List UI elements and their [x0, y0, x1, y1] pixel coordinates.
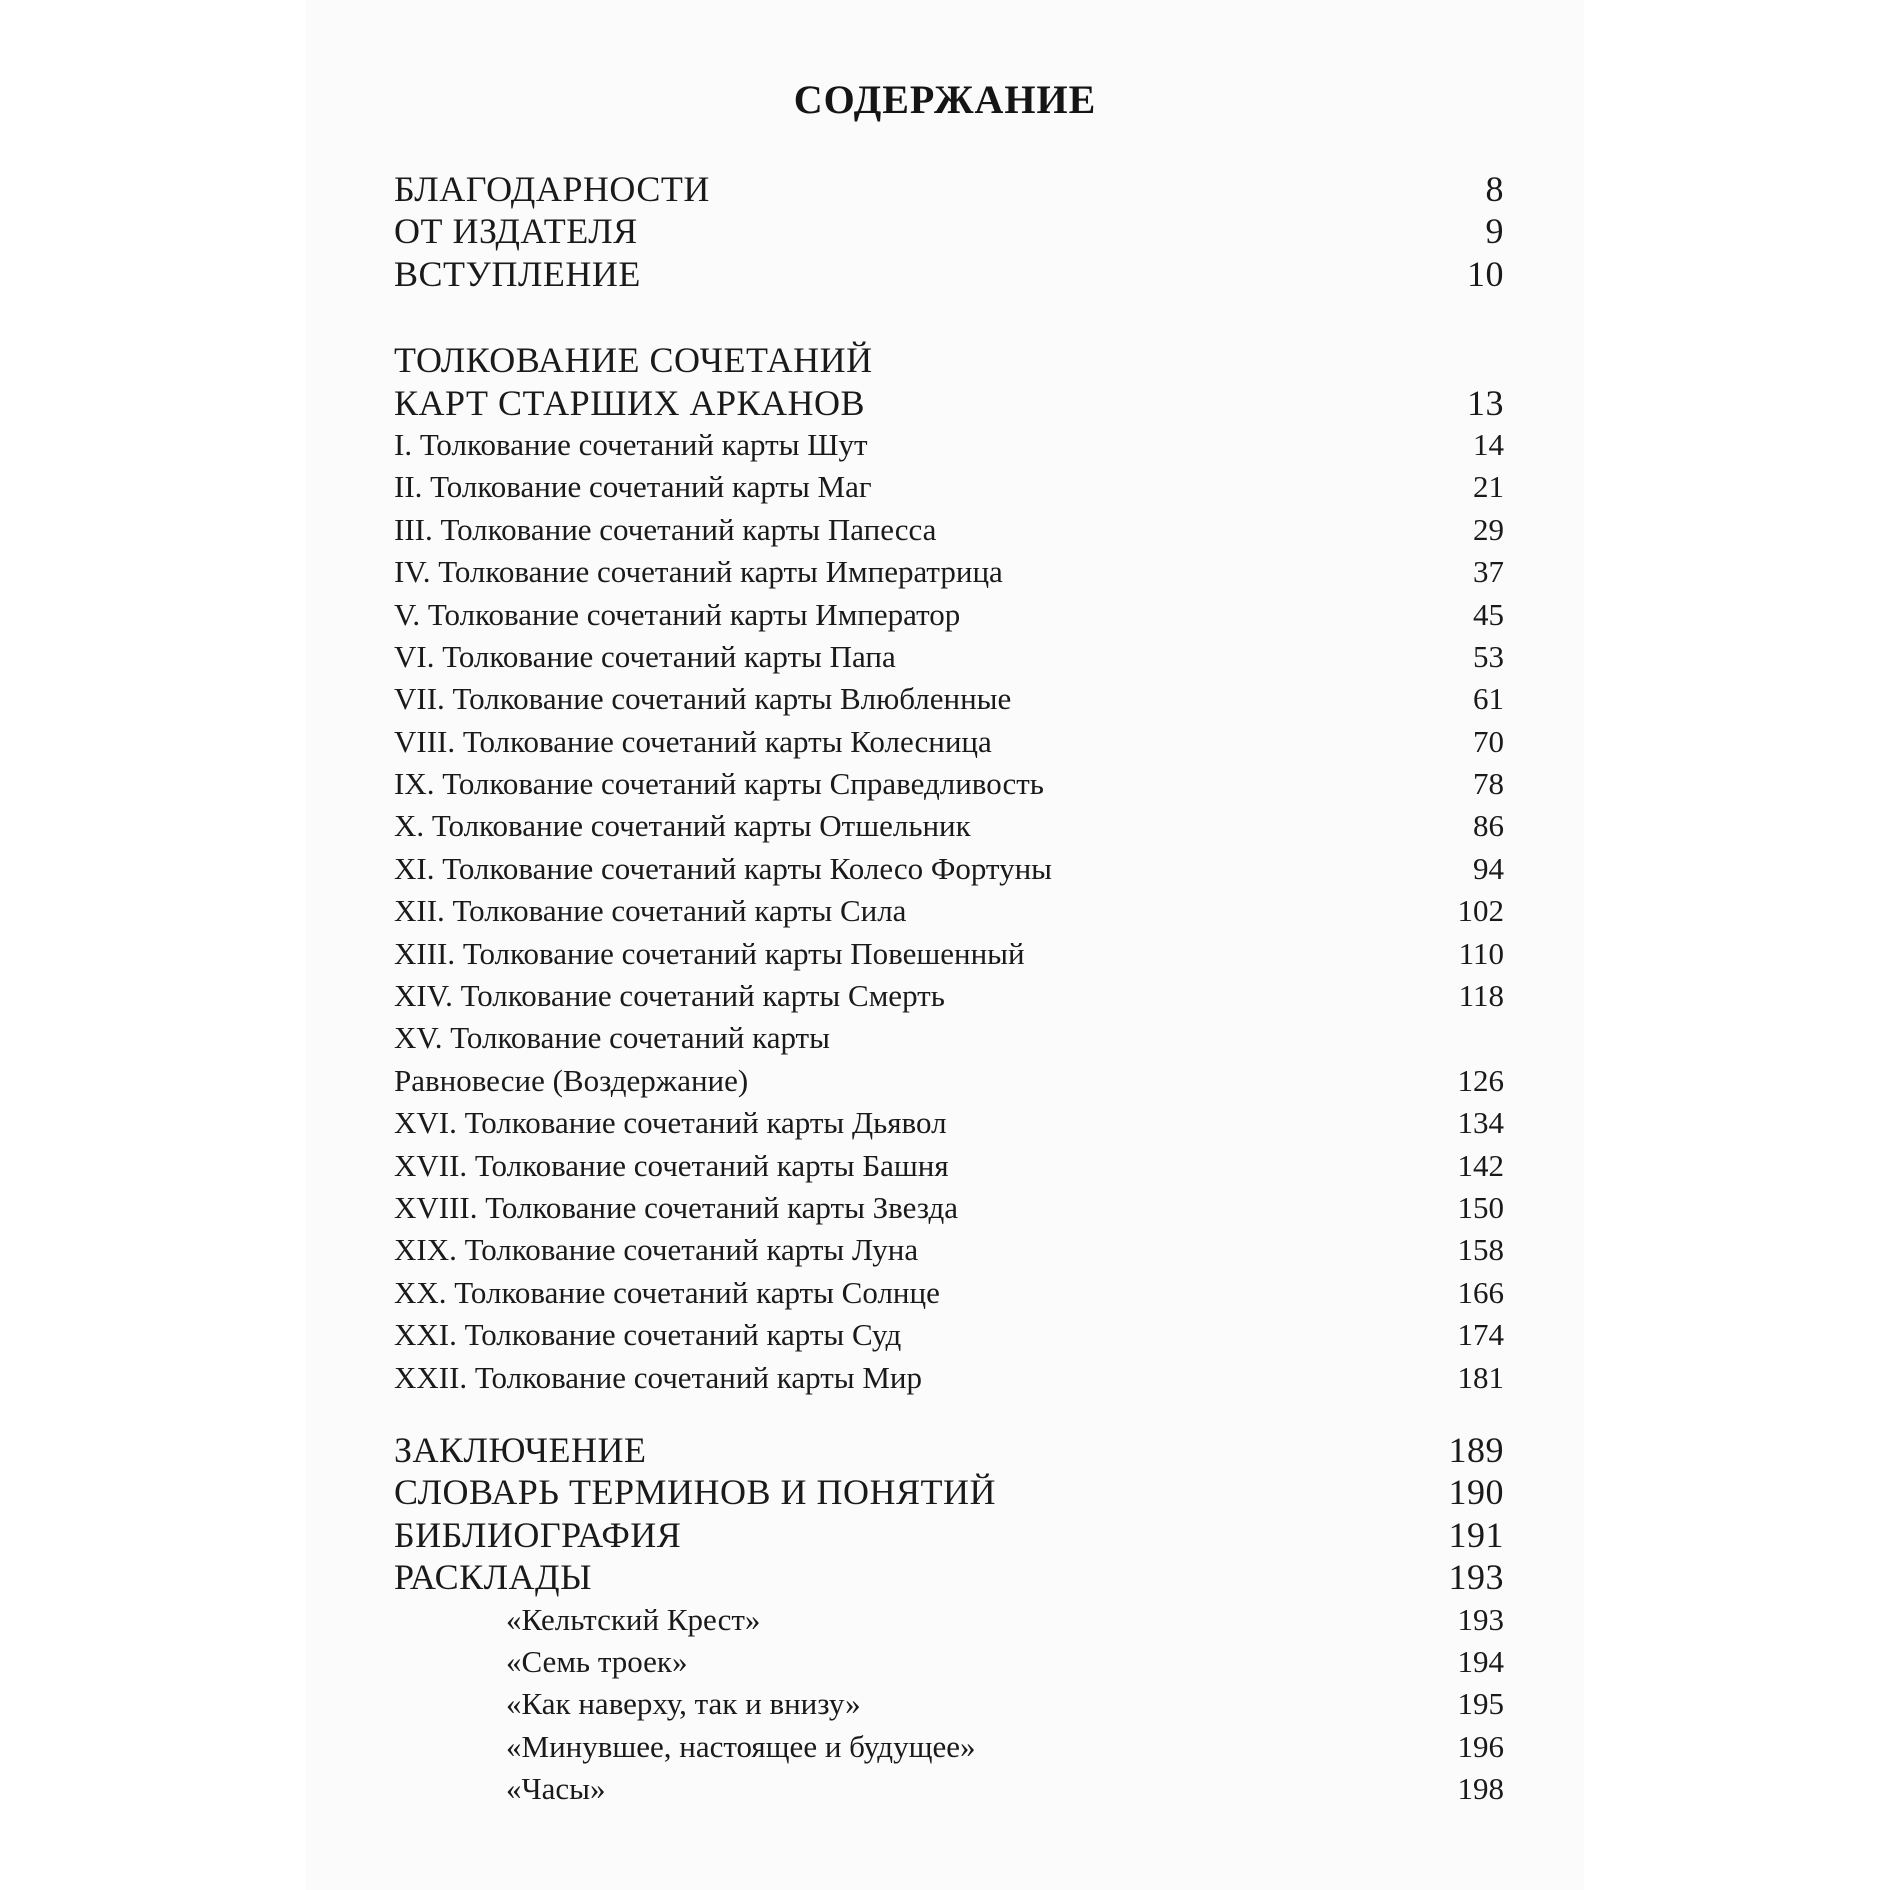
- toc-entry-page: 190: [1448, 1472, 1504, 1513]
- toc-entry: [394, 763, 1504, 805]
- toc-section-title-line1: ТОЛКОВАНИЕ СОЧЕТАНИЙ: [394, 340, 873, 381]
- toc-entry-title-line1: XV. Толкование сочетаний карты: [394, 1020, 830, 1056]
- toc-entry-title-line2: Равновесие (Воздержание): [394, 1062, 749, 1098]
- toc-entry: [394, 1229, 1504, 1271]
- toc-entry-page: 193: [1457, 1601, 1504, 1637]
- toc-entry-page: 9: [1485, 211, 1504, 252]
- spacer: [394, 295, 1504, 339]
- toc-entry: [394, 1357, 1504, 1399]
- toc-entry: [394, 678, 1504, 720]
- table-of-contents: [394, 168, 1504, 1810]
- toc-entry-page: 134: [1457, 1105, 1504, 1141]
- toc-entry-title: XII. Толкование сочетаний карты Сила: [394, 893, 907, 929]
- toc-entry: [394, 253, 1504, 295]
- toc-entry-title: IX. Толкование сочетаний карты Справедливость: [394, 766, 1044, 802]
- toc-entry: [394, 210, 1504, 252]
- toc-entry-page: 29: [1473, 511, 1504, 547]
- toc-entry-page: 102: [1457, 893, 1504, 929]
- toc-entry: [394, 890, 1504, 932]
- toc-entry-page: 14: [1473, 426, 1504, 462]
- toc-entry: [394, 551, 1504, 593]
- toc-entry-title: XIV. Толкование сочетаний карты Смерть: [394, 978, 945, 1014]
- toc-entry: [394, 975, 1504, 1017]
- toc-entry-page: 13: [1467, 382, 1504, 423]
- toc-entry-page: 8: [1485, 169, 1504, 209]
- toc-entry-title: V. Толкование сочетаний карты Император: [394, 596, 961, 632]
- toc-entry-page: 110: [1458, 935, 1504, 971]
- toc-entry-page: 21: [1473, 469, 1504, 505]
- toc-entry-title: СЛОВАРЬ ТЕРМИНОВ И ПОНЯТИЙ: [394, 1472, 996, 1513]
- toc-entry-title: XX. Толкование сочетаний карты Солнце: [394, 1274, 940, 1310]
- toc-entry: [394, 1556, 1504, 1598]
- toc-entry-title: X. Толкование сочетаний карты Отшельник: [394, 808, 971, 844]
- toc-entry-page: 158: [1457, 1232, 1504, 1268]
- toc-entry-title: БИБЛИОГРАФИЯ: [394, 1514, 682, 1555]
- toc-entry-title: XVI. Толкование сочетаний карты Дьявол: [394, 1105, 947, 1141]
- toc-entry-page: 78: [1473, 766, 1504, 802]
- toc-entry-page: 142: [1457, 1147, 1504, 1183]
- toc-entry-title: БЛАГОДАРНОСТИ: [394, 169, 710, 209]
- toc-entry: [394, 1102, 1504, 1144]
- toc-subentry: [394, 1683, 1504, 1725]
- toc-entry-title: IV. Толкование сочетаний карты Императрица: [394, 554, 1003, 590]
- toc-entry-title: XXI. Толкование сочетаний карты Суд: [394, 1317, 902, 1353]
- toc-entry-page: 126: [1457, 1062, 1504, 1098]
- toc-entry: [394, 1272, 1504, 1314]
- toc-entry: [394, 168, 1504, 210]
- toc-entry: [394, 1514, 1504, 1556]
- toc-entry-title: XVIII. Толкование сочетаний карты Звезда: [394, 1189, 958, 1225]
- toc-entry-page: 189: [1448, 1429, 1504, 1470]
- toc-entry: [394, 805, 1504, 847]
- toc-entry-page: 118: [1458, 978, 1504, 1014]
- toc-entry: [394, 466, 1504, 508]
- toc-entry-page: 10: [1467, 253, 1504, 294]
- toc-entry: [394, 594, 1504, 636]
- toc-entry-page: 198: [1457, 1771, 1504, 1807]
- toc-entry-page: 61: [1473, 681, 1504, 717]
- toc-entry-page: 166: [1457, 1274, 1504, 1310]
- toc-entry-title: XXII. Толкование сочетаний карты Мир: [394, 1359, 922, 1395]
- toc-entry-title: VII. Толкование сочетаний карты Влюбленные: [394, 681, 1012, 717]
- toc-subentry: [394, 1641, 1504, 1683]
- toc-entry-title: «Минувшее, настоящее и будущее»: [506, 1728, 976, 1764]
- toc-entry: [394, 509, 1504, 551]
- toc-entry-title: XI. Толкование сочетаний карты Колесо Фортуны: [394, 850, 1052, 886]
- toc-entry-page: 150: [1457, 1189, 1504, 1225]
- toc-entry-title: I. Толкование сочетаний карты Шут: [394, 426, 868, 462]
- toc-entry-page: 94: [1473, 850, 1504, 886]
- toc-entry: [394, 933, 1504, 975]
- toc-entry-title: «Как наверху, так и внизу»: [506, 1686, 861, 1722]
- toc-entry-continued: [394, 1017, 1504, 1059]
- toc-entry-title: VI. Толкование сочетаний карты Папа: [394, 638, 896, 674]
- toc-entry-title: ВСТУПЛЕНИЕ: [394, 253, 641, 294]
- toc-entry-title: XVII. Толкование сочетаний карты Башня: [394, 1147, 949, 1183]
- toc-entry: [394, 382, 1504, 424]
- toc-entry-title: «Часы»: [506, 1771, 606, 1807]
- toc-entry-title: II. Толкование сочетаний карты Маг: [394, 469, 872, 505]
- toc-entry-page: 53: [1473, 638, 1504, 674]
- toc-entry-page: 181: [1457, 1359, 1504, 1395]
- toc-entry: [394, 636, 1504, 678]
- toc-entry-page: 195: [1457, 1686, 1504, 1722]
- toc-entry-title: ЗАКЛЮЧЕНИЕ: [394, 1429, 647, 1470]
- toc-section-title-line2: КАРТ СТАРШИХ АРКАНОВ: [394, 382, 866, 423]
- toc-entry: [394, 1471, 1504, 1513]
- toc-entry-title: «Семь троек»: [506, 1643, 688, 1679]
- toc-entry-title: VIII. Толкование сочетаний карты Колесница: [394, 723, 992, 759]
- toc-entry: [394, 1429, 1504, 1471]
- toc-entry-page: 70: [1473, 723, 1504, 759]
- spacer: [394, 1399, 1504, 1429]
- toc-entry-title: ОТ ИЗДАТЕЛЯ: [394, 211, 638, 252]
- toc-entry-page: 45: [1473, 596, 1504, 632]
- toc-entry: [394, 1145, 1504, 1187]
- toc-entry-title: РАСКЛАДЫ: [394, 1557, 593, 1598]
- toc-entry-page: 37: [1473, 554, 1504, 590]
- page-title: СОДЕРЖАНИЕ: [793, 77, 1097, 122]
- toc-entry-page: 174: [1457, 1317, 1504, 1353]
- toc-subentry: [394, 1599, 1504, 1641]
- toc-entry-title: III. Толкование сочетаний карты Папесса: [394, 511, 937, 547]
- toc-entry-page: 191: [1448, 1514, 1504, 1555]
- toc-entry-title: XIII. Толкование сочетаний карты Повешенный: [394, 935, 1025, 971]
- toc-entry: [394, 721, 1504, 763]
- toc-entry: [394, 1187, 1504, 1229]
- toc-entry: [394, 1314, 1504, 1356]
- toc-entry-page: 196: [1457, 1728, 1504, 1764]
- toc-entry-page: 194: [1457, 1643, 1504, 1679]
- toc-subentry: [394, 1726, 1504, 1768]
- toc-section-heading: [394, 339, 1504, 381]
- toc-entry-title: XIX. Толкование сочетаний карты Луна: [394, 1232, 919, 1268]
- toc-entry-page: 86: [1473, 808, 1504, 844]
- toc-entry-page: 193: [1448, 1557, 1504, 1598]
- toc-entry-title: «Кельтский Крест»: [506, 1601, 761, 1637]
- toc-subentry: [394, 1768, 1504, 1810]
- toc-entry: [394, 848, 1504, 890]
- toc-entry: [394, 1060, 1504, 1102]
- toc-entry: [394, 424, 1504, 466]
